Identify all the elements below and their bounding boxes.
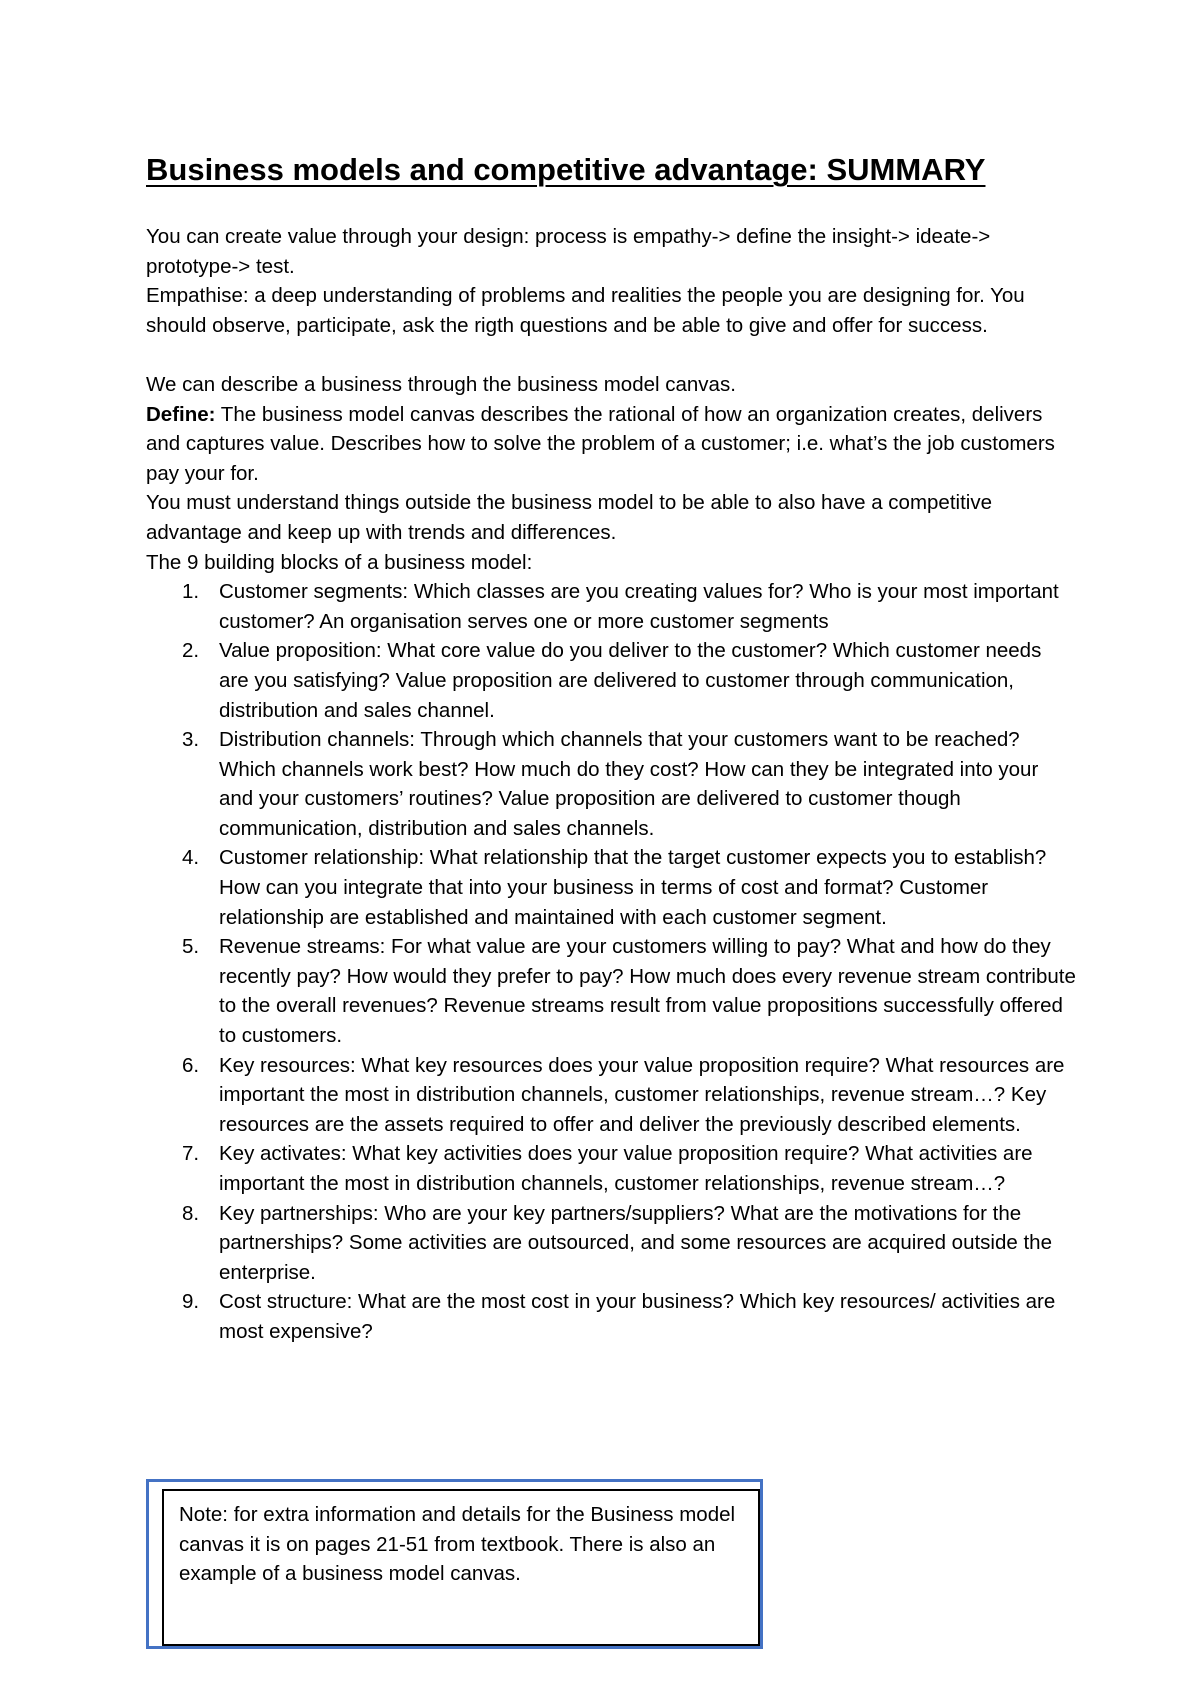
list-item-text: Customer segments: Which classes are you creating values for? Who is your most important customer? An organisation serves one or more customer segments: [219, 580, 1059, 633]
list-item: [182, 843, 1076, 932]
define-label: Define:: [146, 402, 216, 426]
list-item-number: 1.: [182, 580, 200, 604]
canvas-intro-paragraph: We can describe a business through the business model canvas.: [146, 372, 736, 396]
define-paragraph: [146, 400, 1076, 489]
list-item: [182, 1287, 1076, 1346]
document-content: [146, 148, 1076, 1347]
list-item-text: Key activates: What key activities does your value proposition require? What activities are important the most in distribution channels, customer relationships, revenue stream…?: [219, 1142, 1033, 1195]
spacer: [146, 340, 1076, 370]
define-text: The business model canvas describes the rational of how an organization creates, delivers and captures value. Describes how to solve the problem of a customer; i.e. what’s the job customers pay your for.: [146, 402, 1055, 485]
note-box: [146, 1479, 763, 1649]
blocks-heading: The 9 building blocks of a business model:: [146, 550, 533, 574]
list-item: [182, 1051, 1076, 1140]
document-body: [146, 222, 1076, 1347]
list-item-number: 4.: [182, 846, 200, 870]
list-item-text: Cost structure: What are the most cost in your business? Which key resources/ activities are most expensive?: [219, 1290, 1056, 1343]
list-item-text: Value proposition: What core value do you deliver to the customer? Which customer needs are you satisfying? Value proposition are delivered to customer through communication, distribution and sales channel.: [219, 639, 1042, 722]
document-title: Business models and competitive advantage: SUMMARY: [146, 152, 986, 187]
list-item-number: 9.: [182, 1290, 200, 1314]
list-item: [182, 636, 1076, 725]
list-item-number: 3.: [182, 728, 200, 752]
list-item-text: Distribution channels: Through which channels that your customers want to be reached? Which channels work best? How much do they cost? How can they be integrated into your and your customers’ routines? Value proposition are delivered to customer though communication, distribution and sales channels.: [219, 728, 1039, 840]
list-item: [182, 725, 1076, 843]
list-item-text: Key resources: What key resources does your value proposition require? What resources are important the most in distribution channels, customer relationships, revenue stream…? Key resources are the assets required to offer and deliver the previously described elements.: [219, 1053, 1065, 1136]
list-item: [182, 1139, 1076, 1198]
intro-paragraph-empathise: Empathise: a deep understanding of problems and realities the people you are designing for. You should observe, participate, ask the rigth questions and be able to give and offer for success.: [146, 284, 1025, 337]
list-item-number: 8.: [182, 1201, 200, 1225]
list-item-number: 5.: [182, 935, 200, 959]
list-item-number: 2.: [182, 639, 200, 663]
list-item-text: Customer relationship: What relationship that the target customer expects you to establish? How can you integrate that into your business in terms of cost and format? Customer relationship are established and maintained with each customer segment.: [219, 846, 1047, 929]
note-text: Note: for extra information and details for the Business model canvas it is on pages 21-51 from textbook. There is also an example of a business model canvas.: [179, 1503, 736, 1586]
list-item-text: Revenue streams: For what value are your customers willing to pay? What and how do they recently pay? How would they prefer to pay? How much does every revenue stream contribute to the overall revenues? Revenue streams result from value propositions successfully offered to customers.: [219, 935, 1076, 1048]
list-item: [182, 577, 1076, 636]
list-item: [182, 932, 1076, 1050]
list-item-number: 6.: [182, 1053, 200, 1077]
outside-paragraph: You must understand things outside the business model to be able to also have a competitive advantage and keep up with trends and differences.: [146, 491, 992, 544]
intro-paragraph-design: You can create value through your design: process is empathy-> define the insight-> ideate-> prototype-> test.: [146, 225, 991, 278]
list-item-text: Key partnerships: Who are your key partners/suppliers? What are the motivations for the partnerships? Some activities are outsourced, and some resources are acquired outside the enterprise.: [219, 1201, 1052, 1284]
building-blocks-list: [146, 577, 1076, 1346]
list-item-number: 7.: [182, 1142, 200, 1166]
list-item: [182, 1199, 1076, 1288]
